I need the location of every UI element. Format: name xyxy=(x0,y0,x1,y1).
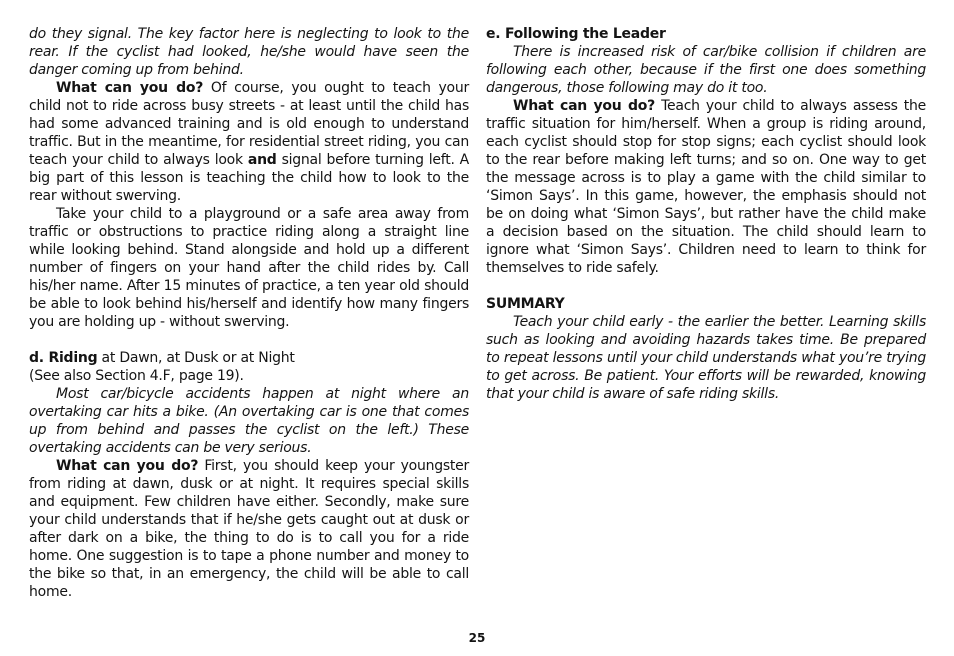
section-e-heading: e. Following the Leader xyxy=(486,26,666,42)
paragraph-text: signal before turning left. A big part of this lesson is teaching the child how to look to the rear without swerving. xyxy=(29,152,469,204)
paragraph-what-can-you-do-3 xyxy=(486,97,926,277)
left-column xyxy=(29,25,469,601)
section-d-heading xyxy=(29,349,469,367)
section-d-intro: Most car/bicycle accidents happen at night where an overtaking car hits a bike. (An overtaking car is one that comes up from behind and passes the cyclist on the left.) These overtaking accidents can be very serious. xyxy=(29,386,469,456)
what-can-you-do-label: What can you do? xyxy=(513,98,656,114)
what-can-you-do-label: What can you do? xyxy=(56,80,204,96)
summary-text: Teach your child early - the earlier the better. Learning skills such as looking and avoiding hazards takes time. Be prepared to repeat lessons until your child understands what you’re trying to get across. Be patient. Your efforts will be rewarded, knowing that your child is aware of safe riding skills. xyxy=(486,314,926,402)
section-d-title: d. Riding xyxy=(29,350,98,366)
paragraph-what-can-you-do-2 xyxy=(29,457,469,601)
paragraph-what-can-you-do-1 xyxy=(29,79,469,205)
paragraph-text: First, you should keep your youngster from riding at dawn, dusk or at night. It requires special skills and equipment. Few children have either. Secondly, make sure your child understands that if he/she gets caught out at dusk or after dark on a bike, the thing to do is to call you for a ride home. One suggestion is to tape a phone number and money to the bike so that, in an emergency, the child will be able to call home. xyxy=(29,458,469,600)
right-column xyxy=(486,25,926,403)
section-d-subtitle: at Dawn, at Dusk or at Night xyxy=(97,350,295,366)
section-e-intro: There is increased risk of car/bike collision if children are following each other, because if the first one does something dangerous, those following may do it too. xyxy=(486,44,926,96)
what-can-you-do-label: What can you do? xyxy=(56,458,199,474)
paragraph-text: Of course, you ought to teach your child not to ride across busy streets - at least until the child has had some advanced training and is old enough to understand traffic. But in the meantime, for residential street riding, you can teach your child to always look xyxy=(29,80,469,168)
paragraph-rear-signal: do they signal. The key factor here is neglecting to look to the rear. If the cyclist had looked, he/she would have seen the danger coming up from behind. xyxy=(29,26,469,78)
paragraph-playground-practice: Take your child to a playground or a safe area away from traffic or obstructions to practice riding along a straight line while looking behind. Stand alongside and hold up a different number of fingers on your hand after the child rides by. Call his/her name. After 15 minutes of practice, a ten year old should be able to look behind his/herself and identify how many fingers you are holding up - without swerving. xyxy=(29,206,469,330)
paragraph-text: Teach your child to always assess the traffic situation for him/herself. When a group is riding around, each cyclist should stop for stop signs; each cyclist should look to the rear before making left turns; and so on. One way to get the message across is to play a game with the child similar to ‘Simon Says’. In this game, however, the emphasis should not be on doing what ‘Simon Says’, but rather have the child make a decision based on the situation. The child should learn to ignore what ‘Simon Says’. Children need to learn to think for themselves to ride safely. xyxy=(486,98,926,276)
summary-heading: SUMMARY xyxy=(486,296,565,312)
page-number: 25 xyxy=(468,631,486,645)
see-also-note: (See also Section 4.F, page 19). xyxy=(29,368,244,384)
emphasis-and: and xyxy=(247,152,277,168)
